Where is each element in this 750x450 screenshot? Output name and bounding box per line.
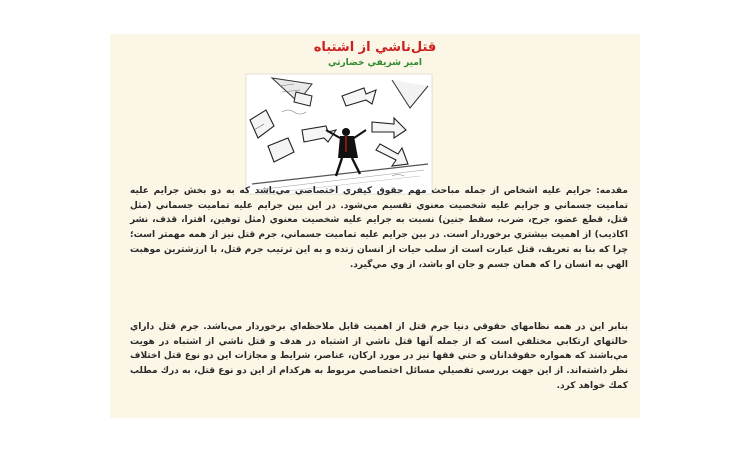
cartoon-illustration xyxy=(242,72,438,200)
article-title: قتل‌ناشي از اشتباه xyxy=(313,40,437,55)
document-page xyxy=(110,34,640,418)
paragraph-second: بنابر اين در همه نظامهاي حقوقي دنيا جرم قتل از اهميت قابل ملاحظه‌اي برخوردار مي‌باشد. جرم قتل داراي حالتهاي ارتكابي مختلفي است كه از جمله آنها قتل ناشي از اشتباه در هدف و قتل ناشي از اشتباه در هويت مي‌باشند كه همواره حقوقدانان و حتي فقها نيز در مورد اركان، عناصر، شرايط و مجازات اين دو نوع قتل اختلاف نظر داشته‌اند. از اين جهت بررسي تفصيلي مسائل اختصاصي مربوط به هركدام از اين دو نوع قتل، به درك مطلب كمك خواهد كرد. xyxy=(130,322,628,391)
paragraph-intro: مقدمه: جرايم عليه اشخاص از جمله مباحث مهم حقوق كيفري اختصاصي مي‌باشد كه به دو بخش جرايم عليه تماميت جسماني و جرايم عليه شخصيت معنوي تقسيم مي‌شود. در اين بين جرايم عليه تماميت جسماني (مثل قتل، قطع عضو، جرح، ضرب، سقط جنين) نسبت به جرايم عليه شخصيت معنوي (مثل توهين، افترا، قذف، نشر اكاذيب) از اهميت بيشتري برخوردار است. در بين جرايم عليه تماميت جسماني، جرم قتل نيز از همه مهمتر است؛ چرا كه بنا به تعريف، قتل عبارت است از سلب حيات از انسان زنده و به اين ترتيب جرم قتل، با ارزشترين موهبت الهي به انسان را كه همان جسم و جان او باشد، از وي مي‌گيرد. xyxy=(130,186,628,270)
author-name: امير شريفي خضارتي xyxy=(327,58,422,68)
